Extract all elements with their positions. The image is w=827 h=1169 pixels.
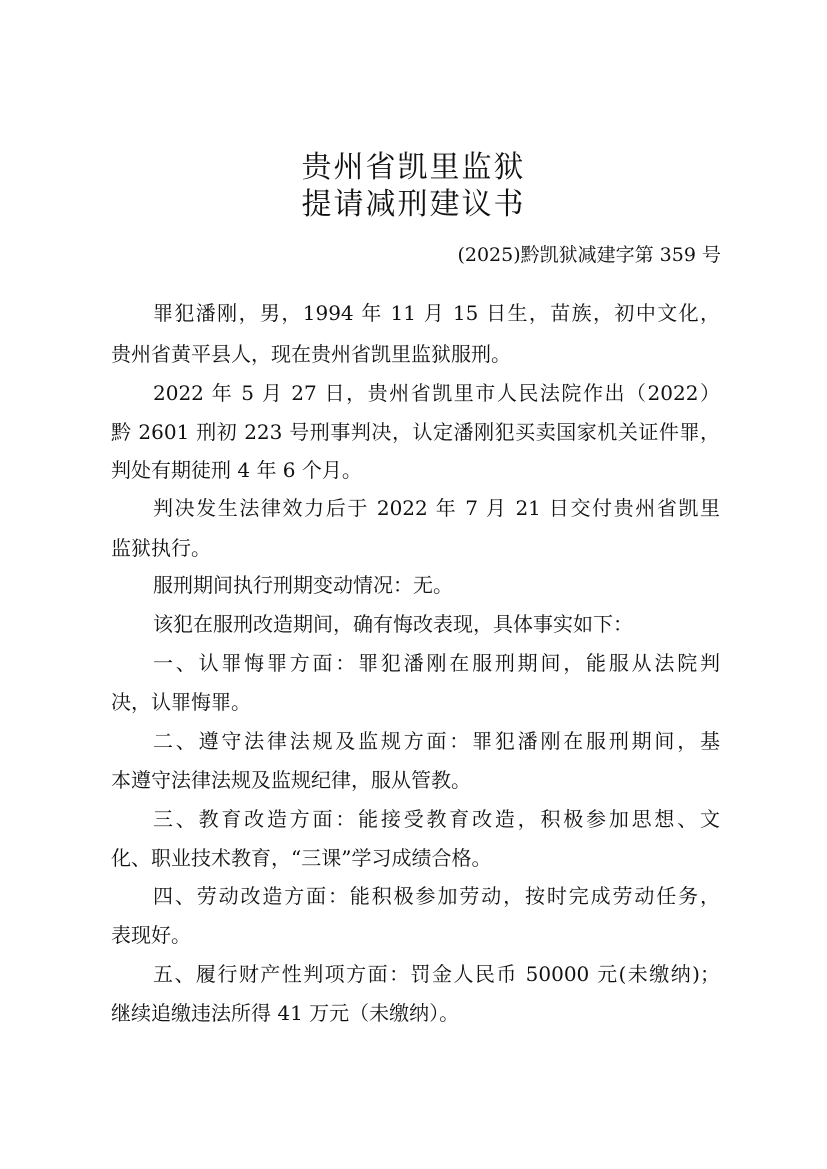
body-line: 本遵守法律法规及监规纪律，服从管教。 (111, 768, 471, 792)
body-line: 五、履行财产性判项方面：罚金人民币 50000 元(未缴纳)； (153, 962, 720, 986)
body-line: 决，认罪悔罪。 (111, 690, 251, 714)
body-line: 判决发生法律效力后于 2022 年 7 月 21 日交付贵州省凯里 (153, 496, 720, 520)
body-line: 表现好。 (111, 923, 191, 947)
body-line: 服刑期间执行刑期变动情况：无。 (153, 573, 453, 597)
body-line: 罪犯潘刚，男，1994 年 11 月 15 日生，苗族，初中文化， (153, 301, 720, 325)
body-line: 二、遵守法律法规及监规方面：罪犯潘刚在服刑期间，基 (153, 729, 720, 753)
body-line: 四、劳动改造方面：能积极参加劳动，按时完成劳动任务， (153, 884, 720, 908)
body-line: 一、认罪悔罪方面：罪犯潘刚在服刑期间，能服从法院判 (153, 651, 720, 675)
body-line: 三、教育改造方面：能接受教育改造，积极参加思想、文 (153, 807, 720, 831)
body-line: 继续追缴违法所得 41 万元（未缴纳）。 (111, 1001, 460, 1025)
document-title-type: 提请减刑建议书 (301, 187, 526, 222)
body-line: 2022 年 5 月 27 日，贵州省凯里市人民法院作出（2022） (153, 381, 720, 405)
body-line: 贵州省黄平县人，现在贵州省凯里监狱服刑。 (111, 342, 511, 366)
body-line: 化、职业技术教育，“三课”学习成绩合格。 (111, 846, 492, 870)
document-number: (2025)黔凯狱减建字第 359 号 (457, 244, 721, 266)
body-line: 黔 2601 刑初 223 号刑事判决，认定潘刚犯买卖国家机关证件罪， (111, 420, 720, 444)
body-line: 监狱执行。 (111, 536, 211, 560)
document-title-issuer: 贵州省凯里监狱 (301, 150, 526, 185)
body-line: 该犯在服刑改造期间，确有悔改表现，具体事实如下： (153, 612, 633, 636)
body-line: 判处有期徒刑 4 年 6 个月。 (111, 458, 362, 482)
